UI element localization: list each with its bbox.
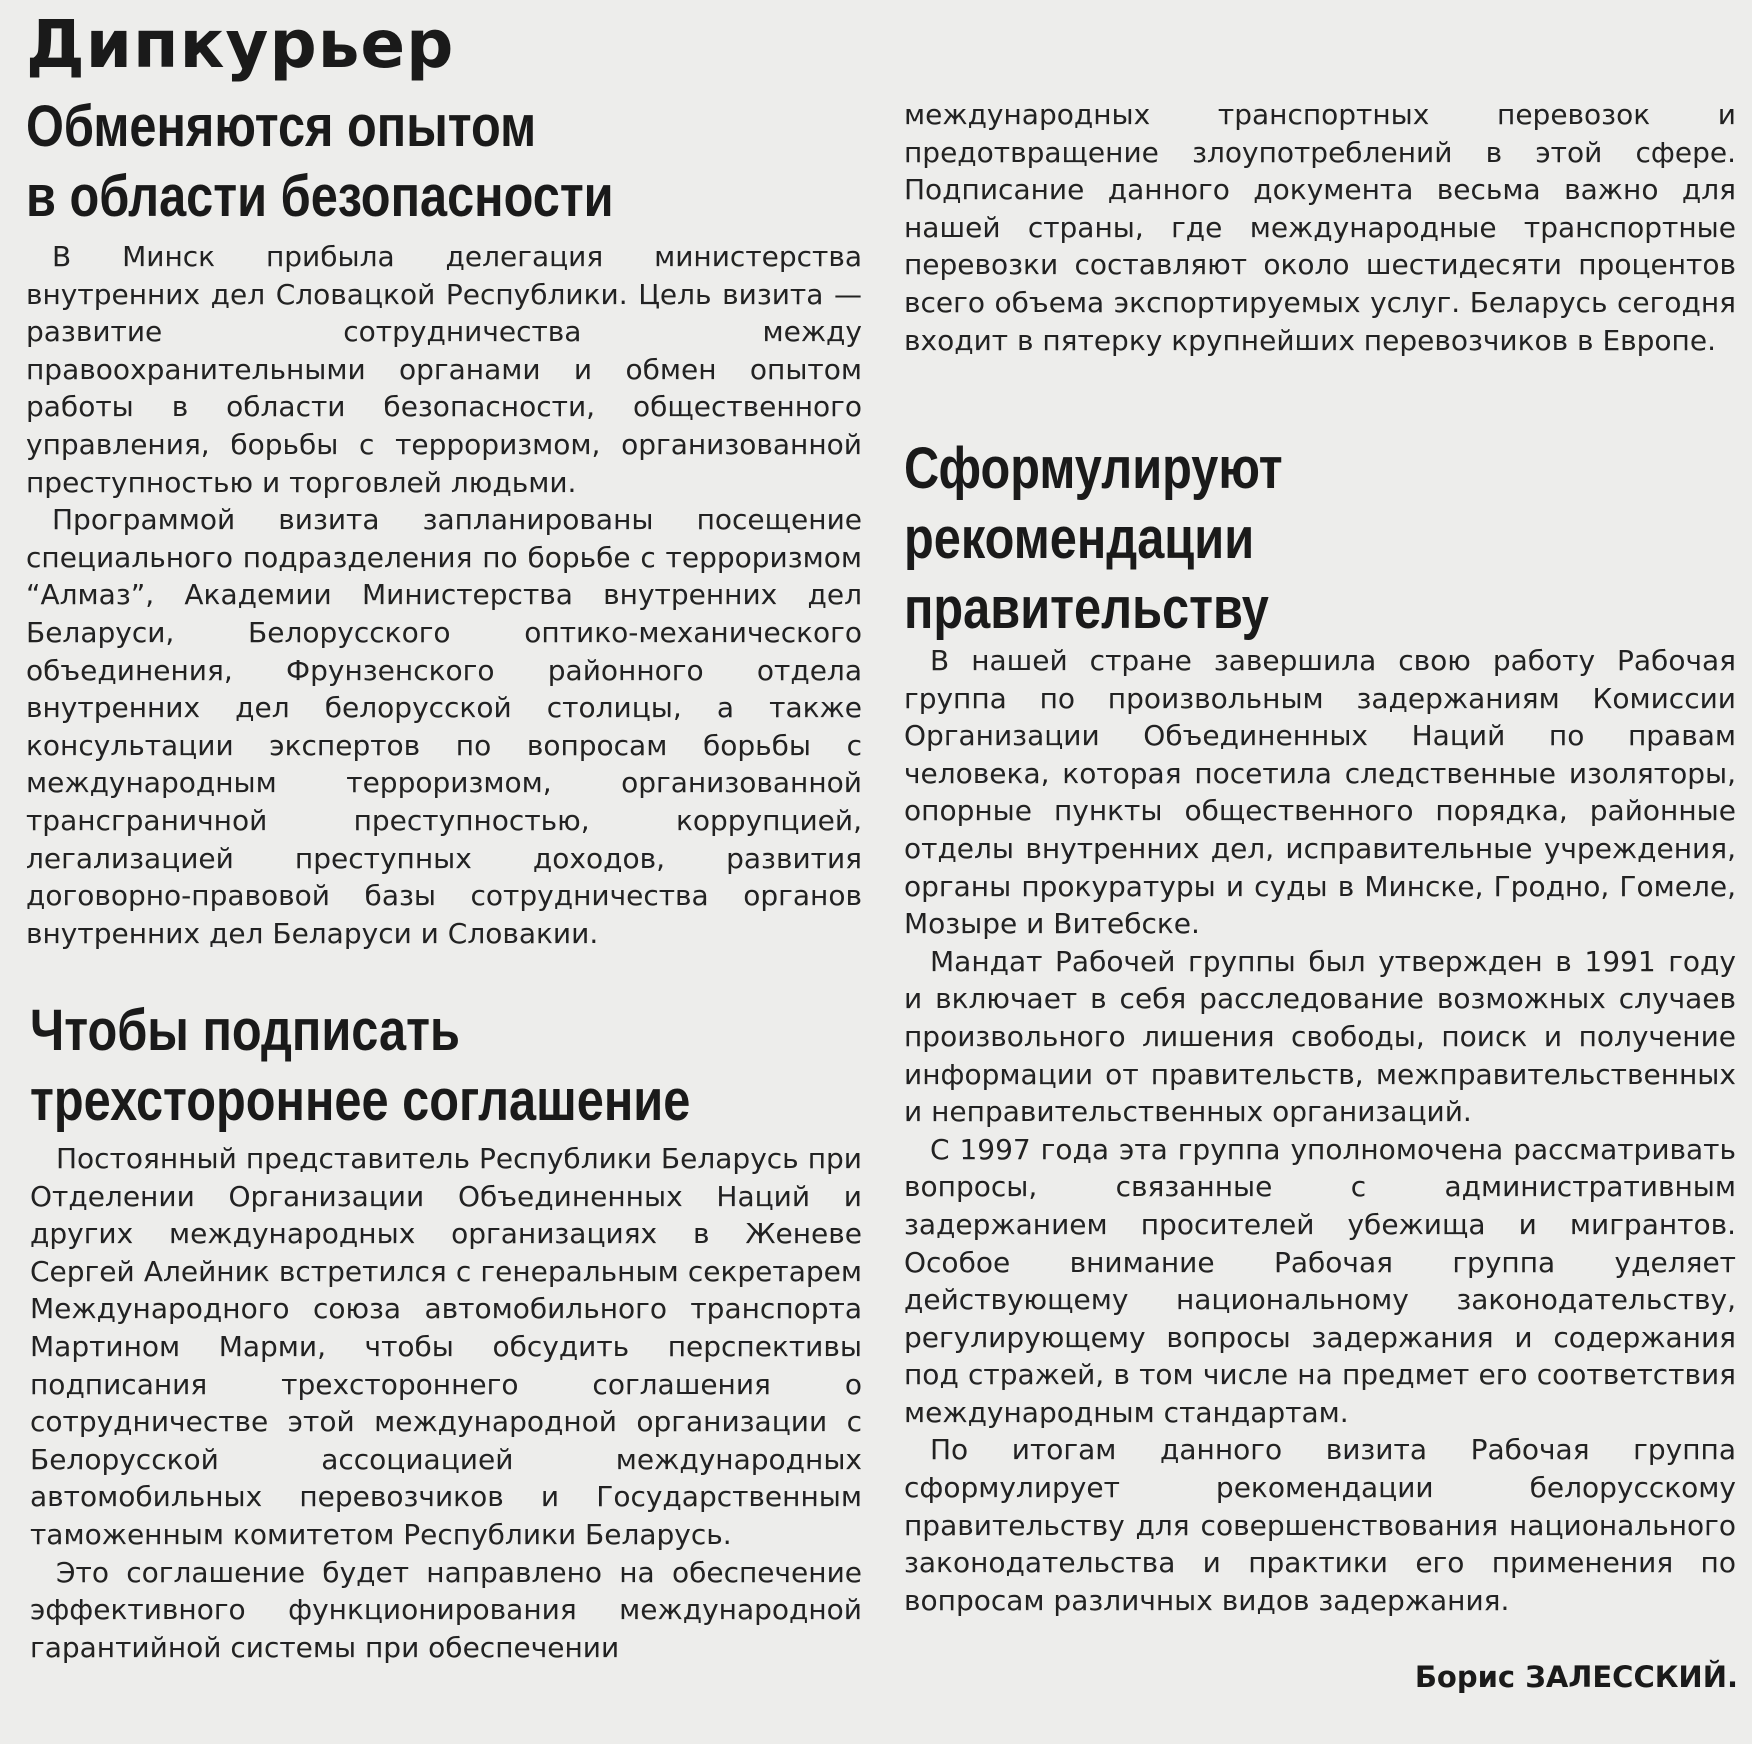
article-2-title-line-1: Чтобы подписать [30,998,460,1063]
article-1-paragraph: Программой визита запланированы посещение специального подразделения по борьбе с терроризмом “Алмаз”, Академии Министерства внутренних дел Беларуси, Белорусского оптико-механического объединения, Фрунзенского районного отдела внутренних дел белорусской столицы, а также консультации экспертов по вопросам борьбы с международным терроризмом, организованной трансграничной преступностью, коррупцией, легализацией преступных доходов, развития договорно-правовой базы сотрудничества органов внутренних дел Беларуси и Словакии. [26,503,862,950]
article-3-title-line-1: Сформулируют [904,436,1283,501]
article-3-title-line-3: правительству [904,576,1269,641]
article-2-continuation [904,96,1736,359]
article-3-paragraph: С 1997 года эта группа уполномочена рассматривать вопросы, связанные с административным задержанием просителей убежища и мигрантов. Особое внимание Рабочая группа уделяет действующему национальному законодательству, регулирующему вопросы задержания и содержания под стражей, в том числе на предмет его соответствия международным стандартам. [904,1132,1736,1429]
article-1-title-line-1: Обменяются опытом [26,94,537,159]
article-3-paragraph: По итогам данного визита Рабочая группа сформулирует рекомендации белорусскому правительству для совершенствования национального законодательства и практики его применения по вопросам различных видов задержания. [904,1433,1736,1617]
article-2-body [30,1140,862,1666]
article-3-body [904,642,1736,1619]
article-1-title-line-2: в области безопасности [26,164,614,229]
article-1-body [26,238,862,952]
article-2-paragraph: Постоянный представитель Республики Беларусь при Отделении Организации Объединенных Наций и других международных организациях в Женеве Сергей Алейник встретился с генеральным секретарем Международного союза автомобильного транспорта Мартином Марми, чтобы обсудить перспективы подписания трехстороннего соглашения о сотрудничестве этой международной организации с Белорусской ассоциацией международных автомобильных перевозчиков и Государственным таможенным комитетом Республики Беларусь. [30,1142,862,1551]
article-1-paragraph: В Минск прибыла делегация министерства внутренних дел Словацкой Республики. Цель визита — развитие сотрудничества между правоохранительными органами и обмен опытом работы в области безопасности, общественного управления, борьбы с терроризмом, организованной преступностью и торговлей людьми. [26,240,862,499]
author-signature: Борис ЗАЛЕССКИЙ. [1414,1660,1738,1694]
rubric-title: Дипкурьер [26,6,455,83]
article-2-title-line-2: трехстороннее соглашение [30,1068,691,1133]
article-3-title [904,434,1283,644]
article-3-paragraph: В нашей стране завершила свою работу Рабочая группа по произвольным задержаниям Комиссии Организации Объединенных Наций по правам человека, которая посетила следственные изоляторы, опорные пункты общественного порядка, районные отделы внутренних дел, исправительные учреждения, органы прокуратуры и суды в Минске, Гродно, Гомеле, Мозыре и Витебске. [904,644,1736,941]
article-3-paragraph: Мандат Рабочей группы был утвержден в 1991 году и включает в себя расследование возможных случаев произвольного лишения свободы, поиск и получение информации от правительств, межправительственных и неправительственных организаций. [904,944,1736,1129]
article-2-title [30,996,690,1136]
article-3-title-line-2: рекомендации [904,506,1255,571]
article-1-title [26,92,614,232]
article-2-paragraph: Это соглашение будет направлено на обеспечение эффективного функционирования международной гарантийной системы при обеспечении [30,1555,862,1664]
article-2-continuation-text: международных транспортных перевозок и предотвращение злоупотреблений в этой сфере. Подписание данного документа весьма важно для нашей страны, где международные транспортные перевозки составляют около шестидесяти процентов всего объема экспортируемых услуг. Беларусь сегодня входит в пятерку крупнейших перевозчиков в Европе. [904,98,1736,357]
